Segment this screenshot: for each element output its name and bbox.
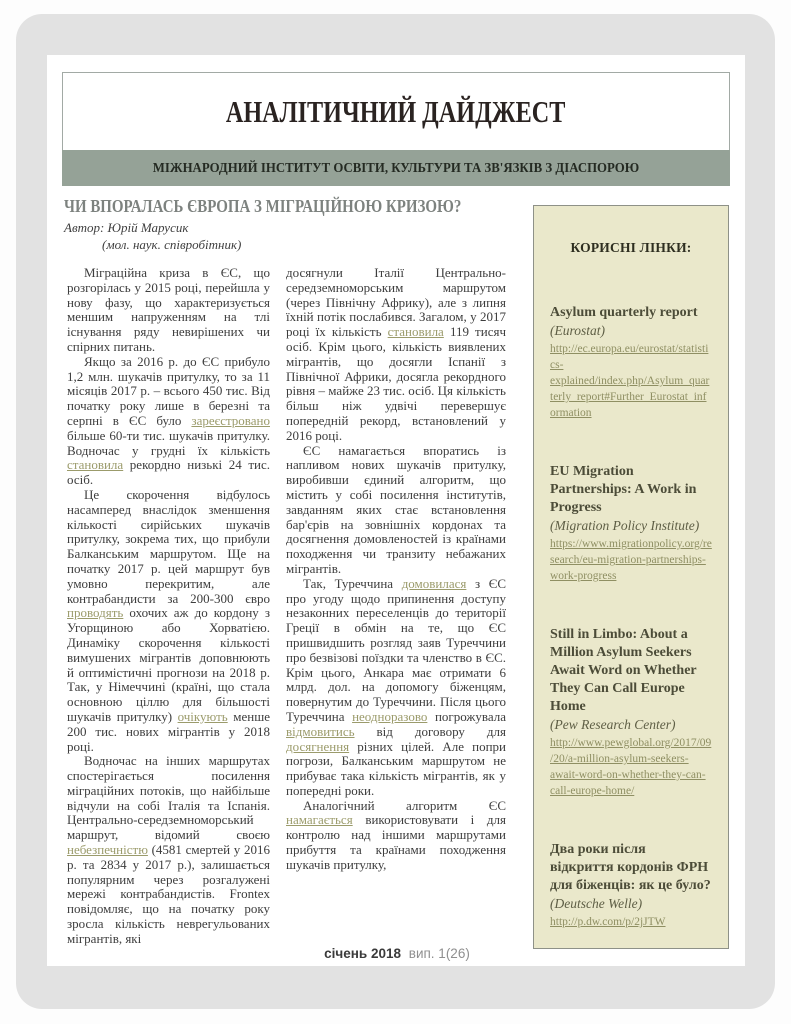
link-source: (Pew Research Center): [550, 716, 676, 732]
paragraph: [67, 488, 270, 754]
inline-link[interactable]: відмовитись: [286, 723, 355, 739]
link-url[interactable]: http://ec.europa.eu/eurostat/statistics-explained/index.php/Asylum_quarterly_report#Further_Eurostat_information: [550, 342, 710, 420]
institute-name: МІЖНАРОДНИЙ ІНСТИТУТ ОСВІТИ, КУЛЬТУРИ ТА ЗВ'ЯЗКІВ З ДІАСПОРОЮ: [152, 160, 640, 175]
text-run: більше 60-ти тис. шукачів притулку. Водночас у грудні їх кількість: [67, 427, 270, 458]
author-name: Автор: Юрій Марусик: [64, 220, 189, 235]
author-role: (мол. наук. співробітник): [102, 237, 242, 252]
text-run: Аналогічний алгоритм ЄС: [303, 797, 506, 813]
text-run: ЄС намагається впоратись із напливом нових шукачів притулку, виробивши єдиний алгоритм, що містить у собі посилення інститутів, завданням яких стає встановлення бар'єрів на зовнішніх кордонах та досягнення домовленостей із країнами походження чи транзиту небажаних мігрантів.: [286, 442, 506, 576]
digest-title: АНАЛІТИЧНИЙ ДАЙДЖЕСТ: [226, 93, 566, 129]
text-run: погрожувала: [427, 708, 506, 724]
paragraph: [67, 754, 270, 946]
link-source: (Migration Policy Institute): [550, 518, 700, 534]
paragraph: [286, 799, 506, 873]
issue-date: січень 2018: [324, 946, 402, 961]
text-run: від договору для: [354, 723, 506, 739]
inline-link[interactable]: досягнення: [286, 738, 350, 754]
link-title: Asylum quarterly report: [550, 305, 698, 320]
text-run: рекордно низькі 24 тис. осіб.: [67, 457, 270, 488]
masthead-box: [62, 72, 730, 150]
article-header: [64, 196, 534, 253]
paragraph: [67, 355, 270, 488]
sidebar-link-item: [550, 463, 712, 584]
sidebar-items: [550, 304, 712, 930]
paragraph: [67, 266, 270, 355]
text-run: менше 200 тис. нових мігрантів у 2018 році.: [67, 708, 270, 754]
sidebar-link-item: [550, 841, 712, 930]
text-run: Міграційна криза в ЄС, що розгорілась у 2015 році, перейшла у нову фазу, що характеризується меншим напруженням на тлі існування ряду невирішених чи спірних питань.: [67, 265, 270, 354]
inline-link[interactable]: намагається: [286, 812, 353, 828]
useful-links-panel: [533, 205, 729, 949]
paragraph: [286, 266, 506, 444]
link-url[interactable]: https://www.migrationpolicy.org/research/eu-migration-partnerships-work-progress: [550, 538, 712, 583]
text-run: Так, Туреччина: [303, 575, 402, 591]
inline-link[interactable]: неодноразово: [352, 708, 428, 724]
text-column-2: [286, 266, 506, 873]
link-title: Still in Limbo: About a Million Asylum Seekers Await Word on Whether They Can Call Europe Home: [550, 627, 697, 714]
inline-link[interactable]: становила: [387, 324, 444, 340]
link-title: Два роки після відкриття кордонів ФРН для біженців: як це було?: [550, 842, 711, 894]
inline-link[interactable]: небезпечністю: [67, 842, 148, 858]
paragraph: [286, 444, 506, 577]
text-run: використовувати і для контролю над іншими маршрутами прибуття та країнами походження шукачів притулку,: [286, 812, 506, 872]
text-run: 119 тисяч осіб. Крім цього, кількість виявлених мігрантів, що досягли Іспанії з Північної Африки, досягла рекордного рівня – майже 23 тис. осіб. Ця кількість більш ніж удвічі перевершує попередній рекорд, встановлений у 2016 році.: [286, 324, 506, 443]
text-run: досягнули Італії Центрально-середземноморським маршрутом (через Північну Африку), але з липня їхній потік послабився. Загалом, у 2017 році їх кількість: [286, 265, 506, 340]
link-url[interactable]: http://www.pewglobal.org/2017/09/20/a-million-asylum-seekers-await-word-on-whether-they-can-call-europe-home/: [550, 736, 712, 798]
paragraph: [286, 577, 506, 799]
inline-link[interactable]: домовилася: [401, 575, 467, 591]
text-run: охочих аж до кордону з Угорщиною або Хорватією. Динаміку скорочення кількості вимушених мігрантів доповнюють й оптимістичні прогнози на 2018 р. Так, у Німеччині (країні, що стала основною ціллю для більшості шукачів притулку): [67, 605, 270, 724]
document-page: [47, 55, 745, 966]
inline-link[interactable]: проводять: [67, 605, 124, 621]
sidebar-title: КОРИСНІ ЛІНКИ:: [570, 240, 692, 255]
text-column-1: [67, 266, 270, 947]
article-title: ЧИ ВПОРАЛАСЬ ЄВРОПА З МІГРАЦІЙНОЮ КРИЗОЮ?: [64, 196, 462, 216]
sidebar-link-item: [550, 304, 712, 421]
text-run: з ЄС про угоду щодо припинення доступу незаконних переселенців до території Греції в обмін на те, що ЄС пришвидшить розгляд заяв Туреччини про безвізові поїздки та членство в ЄС. Крім цього, Анкара має отримати 6 млрд. дол. на допомогу біженцям, повернутим до Туреччини. Після цього Туреччина: [286, 575, 507, 724]
text-run: Якщо за 2016 р. до ЄС прибуло 1,2 млн. шукачів притулку, то за 11 місяців 2017 р. – всього 450 тис. Від початку року лише в березні та серпні в ЄС було: [67, 353, 270, 428]
link-title: EU Migration Partnerships: A Work in Progress: [550, 464, 697, 516]
text-run: різних цілей. Але попри погрози, Балканським маршрутом не прибуває така кількість мігрантів, як у попередні роки.: [286, 738, 506, 798]
link-source: (Eurostat): [550, 322, 605, 338]
text-run: Водночас на інших маршрутах спостерігається посилення міграційних потоків, що найбільше відчули на собі Італія та Іспанія. Центрально-середземноморський маршрут, відомий своєю: [67, 753, 270, 843]
inline-link[interactable]: зареєстровано: [191, 412, 270, 428]
text-run: (4581 смертей у 2016 р. та 2834 у 2017 р.), залишається популярним через розгалужені мережі контрабандистів. Frontex повідомляє, що на початку року зросла кількість неврегульованих мігрантів, які: [67, 842, 270, 946]
link-url[interactable]: http://p.dw.com/p/2jJTW: [550, 916, 666, 928]
page-footer: [77, 946, 717, 961]
institute-bar: [62, 150, 730, 186]
sidebar-link-item: [550, 626, 712, 799]
issue-number: вип. 1(26): [408, 946, 470, 961]
text-run: Це скорочення відбулось насамперед внаслідок зменшення кількості сирійських шукачів притулку, зокрема тих, що прибули Балканським маршрутом. Ще на початку 2017 р. цей маршрут був умовно перекритим, але контрабандисти за 200-300 євро: [67, 486, 270, 606]
inline-link[interactable]: очікують: [177, 708, 228, 724]
inline-link[interactable]: становила: [67, 457, 124, 473]
link-source: (Deutsche Welle): [550, 896, 643, 911]
